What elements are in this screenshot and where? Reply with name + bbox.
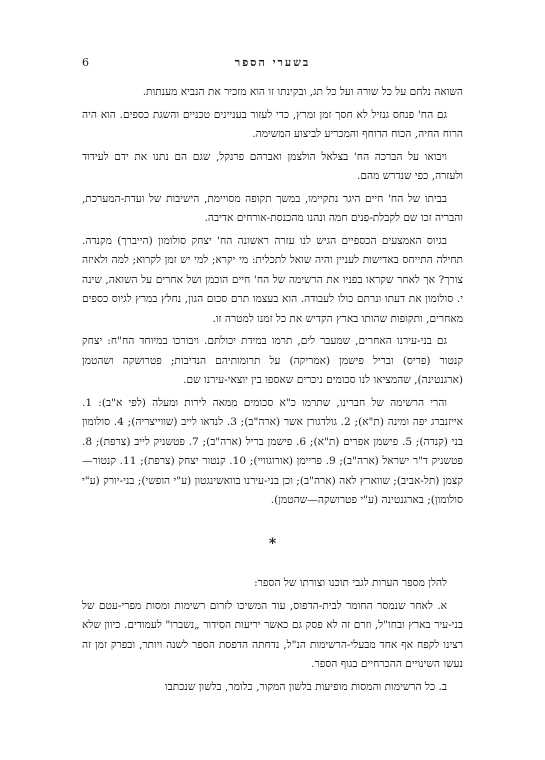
- paragraph-donor-list: והרי הרשימה של חברינו, שתרמו כ"א סכומים ממאה לירות ומעלה (לפי א"ב): 1. אייזנברג יפה ומינה (ת"א); 2. גולדגורן אשר (ארה"ב); 3. לנדאו לייב (שווייצריה); 4. סולומון בני (קנדה); 5. פישמן אפרים (ת"א); 6. פישמן בריל (ארה"ב); 7. פטשניק לייב (צרפת); 8. פטשניק ד"ר ישראל (ארה"ב); 9. פריימן (אורוגוויי); 10. קנטור יצחק (צרפת); 11. קנטור—קצמן (תל-אביב); שווארץ לאה (ארה"ב); וכן בני-עירנו בוואשינגטון (ע"י הופשי); בני-יורק (ע"י סולומון); בארגנטינה (ע"י פטרושקה—שהטמן).: [82, 396, 464, 506]
- paragraph-donors-abroad: גם בני-עירנו האחרים, שמעבר לים, תרמו במידת יכולתם. ויבורכו במיוחד הח"ח: יצחק קנטור (פריס) ובריל פישמן (אמריקה) על תרומותיהם הנדיבות; פטרושקה ושהטמן (ארגנטינה), שהמציאו לנו סכומים ניכרים שאספו בין יוצאי-עירנו שם.: [82, 335, 463, 386]
- body-text: [82, 83, 463, 700]
- paragraph-heiger: בביתו של הח' חיים היגר נתקיימו, במשך תקופה מסויימת, הישיבות של ועדת-המערכת, והבריה זכו שם לקבלת-פנים חמה ונהנו מהכנסת-אורחים אדיבה.: [82, 192, 463, 224]
- paragraph-continuation: השואה נלחם על כל שורה ועל כל תג, ובקינתו זו הוא מזכיר את הנביא מענתות.: [142, 86, 463, 98]
- paragraph-holtzman-frankel: ויבואו על הברכה הח' בצלאל הולצמן ואברהם פרנקל, שגם הם נתנו את ידם לעידוד ולעזרה, כפי שנדרש מהם.: [82, 150, 463, 182]
- paragraph-ganzil: גם הח' פנחס גנזיל לא חסך זמן ומרץ, כדי לעזור בעניינים טכניים והשגת כספים. הוא היה הרוח החיה, הכוח הדוחף והמכריע לביצוע המשימה.: [82, 108, 463, 140]
- section-separator: *: [268, 535, 277, 552]
- note-item-alef: א. לאחר שנמסר החומר לבית-הדפוס, עוד המשיכו לזרום רשימות ומסות מפרי-עטם של בני-עיר בארץ ובחו"ל, וזרם זה לא פסק גם כאשר יריעות הסידור „נשברו" לעמודים. כיוון שלא רצינו לקפח אף אחד מבעלי-הרשימות הנ"ל, נדחתה הדפסת הספר לשנה ויותר, ובפרק זמן זה נעשו השינויים ההכרחיים בגוף הספר.: [82, 599, 463, 670]
- running-head: בשערי הספר: [234, 56, 311, 69]
- notes-intro: להלן מספר הערות לגבי תוכנו וצורתו של הספר:: [254, 577, 447, 589]
- paragraph-solomon: בגיוס האמצעים הכספיים הגיש לנו עזרה ראשונה הח' יצחק סולומון (הייברך) מקנדה. תחילה התייחס באדישות לעניין והיה שואל לתכלית: מי יקרא; למי יש זמן לקרוא; למה ולאיזה צורך? אך לאחר שקראו בפניו את הרשימה של הח' חיים הוכמן ושל אחרים על השואה, שינה י. סולומון את דעתו ונרתם כולו לעבודה. הוא בעצמו תרם סכום הגון, נחלץ במרץ לגיוס כספים מאחרים, ותקופות שהותו בארץ הקדיש את כל זמנו למטרה זו.: [82, 234, 463, 325]
- note-item-bet: ב. כל הרשימות והמסות מופיעות בלשון המקור, כלומר, בלשון שנכתבו: [164, 680, 447, 693]
- page-header: [82, 56, 463, 76]
- page-number: 6: [82, 56, 89, 69]
